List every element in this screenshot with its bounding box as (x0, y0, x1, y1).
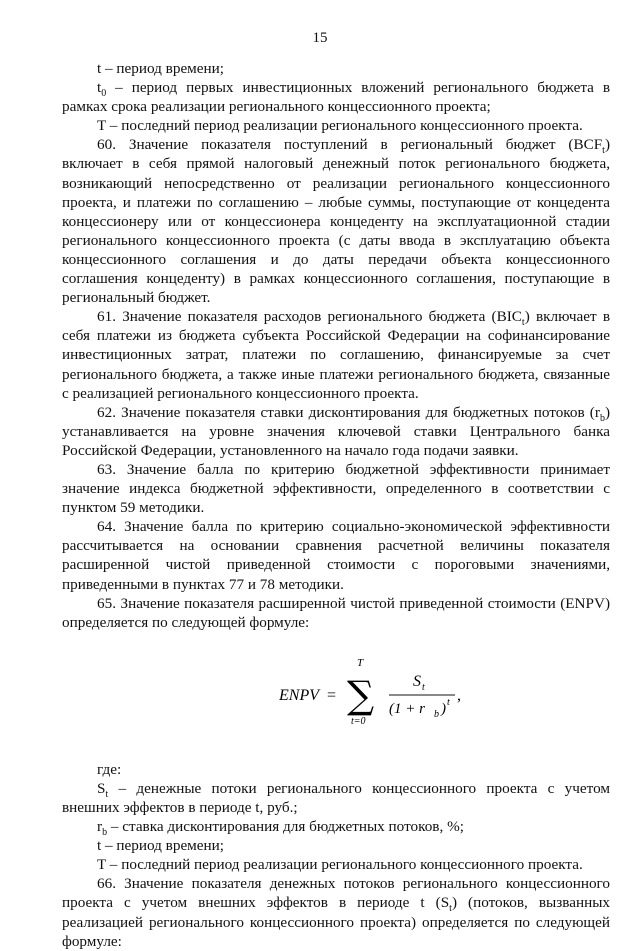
paragraph-p61 (62, 307, 610, 402)
text-run: ) (потоков, вызванных реализацией регионального концессионного проекта) определяется по следующей формуле: (62, 894, 610, 950)
text-run: t (97, 79, 102, 97)
paragraph-t-def (62, 59, 610, 78)
text-run: 62. Значение показателя ставки дисконтирования для бюджетных потоков (r (97, 403, 600, 421)
formula-svg (279, 650, 479, 740)
subscript: 0 (101, 88, 107, 100)
formula-trail: , (457, 686, 461, 704)
paragraph-p65 (62, 594, 610, 632)
paragraphs-bottom (62, 779, 610, 951)
formula-denominator-exp: t (447, 696, 450, 708)
paragraph-t0-def (62, 78, 610, 116)
text-run: – ставка дисконтирования для бюджетных потоков, %; (107, 818, 464, 836)
paragraph-t-def-2 (62, 836, 610, 855)
text-run: t – период времени; (97, 837, 225, 855)
paragraph-p63 (62, 460, 610, 517)
text-run: t – период времени; (97, 60, 225, 77)
subscript: t (602, 145, 605, 157)
formula-equals: = (327, 686, 337, 704)
subscript: b (599, 412, 605, 424)
text-run: ) включает в себя прямой налоговый денежный поток регионального бюджета, возникающий непосредственно от реализации регионального концессионного проекта, и платежи по соглашению – любые суммы, поступающие от концедента концессионеру или от концессионера концеденту на эксплуатационной стадии регионального концессионного проекта (с даты ввода в эксплуатацию объекта концессионного соглашения и до даты передачи объекта концессионного соглашения концеденту) в рамках концессионного соглашения, поступающие в региональный бюджет. (62, 136, 610, 307)
subscript: b (102, 827, 108, 839)
paragraph-p66 (62, 874, 610, 950)
text-run: 65. Значение показателя расширенной чистой приведенной стоимости (ENPV) определяется по следующей формуле: (62, 594, 610, 631)
paragraph-p62 (62, 403, 610, 460)
paragraph-T-def (62, 116, 610, 135)
text-run: 66. Значение показателя денежных потоков регионального концессионного проекта с учетом внешних эффектов в периоде t (S (62, 875, 610, 912)
paragraph-T-def-2 (62, 855, 610, 874)
subscript: t (449, 903, 452, 915)
where-label: где: (97, 760, 122, 778)
paragraphs-top (62, 59, 610, 632)
formula-denominator-close: ) (441, 700, 446, 717)
text-run: 61. Значение показателя расходов регионального бюджета (BIC (97, 308, 522, 326)
paragraph-rb-def (62, 817, 610, 839)
enpv-formula (62, 630, 610, 760)
sum-lower-limit: t=0 (351, 715, 366, 727)
text-run: ) устанавливается на уровне значения ключевой ставки Центрального банка Российской Федерации, установленного на начало года подачи заявки. (62, 403, 610, 459)
subscript: t (105, 788, 109, 800)
paragraph-p60 (62, 135, 610, 307)
text-run: – денежные потоки регионального концессионного проекта с учетом внешних эффектов в периоде t, руб.; (62, 779, 610, 816)
text-run: 64. Значение балла по критерию социально-экономической эффективности рассчитывается на основании сравнения расчетной величины показателя расширенной чистой приведенной стоимости с пороговыми значениями, приведенными в пунктах 77 и 78 методики. (62, 518, 610, 593)
text-run: ) включает в себя платежи из бюджета субъекта Российской Федерации на софинансирование инвестиционных затрат, платежи по соглашению, финансируемые за счет регионального бюджета, а также иные платежи регионального бюджета, связанные с реализацией регионального концессионного проекта. (62, 308, 610, 402)
text-run: S (97, 779, 106, 797)
paragraph-St-def (62, 779, 610, 817)
formula-denominator-sub: b (434, 708, 439, 720)
text-run: 60. Значение показателя поступлений в региональный бюджет (BCF (97, 136, 603, 154)
formula-lhs: ENPV (279, 686, 319, 704)
subscript: t (521, 317, 525, 329)
text-run: r (97, 818, 103, 836)
text-run: T – последний период реализации регионального концессионного проекта. (97, 856, 583, 874)
sum-upper-limit: T (357, 656, 364, 669)
text-run: 63. Значение балла по критерию бюджетной эффективности принимает значение индекса бюджетной эффективности, определенного в соответствии с пунктом 59 методики. (62, 460, 610, 517)
formula-numerator: S (413, 672, 421, 690)
formula-denominator: (1 + r (389, 700, 425, 717)
text-run: – период первых инвестиционных вложений регионального бюджета в рамках срока реализации регионального концессионного проекта; (62, 79, 610, 116)
page-number: 15 (312, 30, 328, 46)
paragraph-p64 (62, 517, 610, 593)
formula-numerator-sub: t (422, 681, 425, 693)
sigma-symbol: ∑ (347, 672, 375, 717)
document-body (62, 59, 610, 951)
text-run: T – последний период реализации регионального концессионного проекта. (97, 117, 583, 135)
